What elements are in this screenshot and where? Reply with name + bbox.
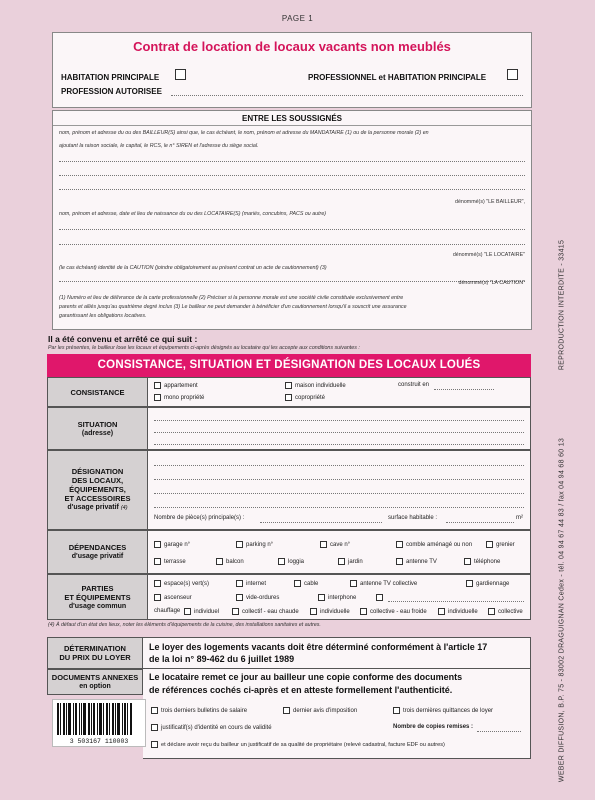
loggia-checkbox[interactable] [278, 558, 285, 565]
bulletins-option[interactable] [151, 707, 247, 714]
designation-label-3: ÉQUIPEMENTS, [69, 485, 126, 494]
quittances-option[interactable] [393, 707, 493, 714]
internet-text: internet [246, 581, 267, 588]
appartement-checkbox[interactable] [154, 382, 161, 389]
parties-section [52, 110, 532, 330]
justificatif-text: justificatif(s) d'identité en cours de validité [161, 725, 272, 732]
designation-cell [148, 450, 531, 530]
antenne-collective-text: antenne TV collective [360, 581, 418, 588]
barcode [52, 699, 146, 747]
annexes-text-2: de références cochés ci-après et en atteste formellement l'authenticité. [149, 685, 453, 695]
determination-text-1: Le loyer des logements vacants doit être déterminé conformément à l'article 17 [149, 642, 488, 652]
jardin-text: jardin [348, 559, 363, 566]
chauffage-individuel-option[interactable] [184, 608, 219, 615]
ascenseur-checkbox[interactable] [154, 594, 161, 601]
interphone-option[interactable] [318, 594, 356, 601]
copro-text: copropriété [295, 395, 326, 402]
other-checkbox[interactable] [376, 594, 383, 601]
bailleur-instructions: nom, prénom et adresse du ou des BAILLEUR(S) ainsi que, le cas échéant, le nom, prénom et adresse du MANDATAIRE (1) ou de la personne morale (2) en [59, 130, 429, 136]
interphone-checkbox[interactable] [318, 594, 325, 601]
maison-option[interactable] [285, 382, 346, 389]
comble-checkbox[interactable] [396, 541, 403, 548]
mono-text: mono propriété [164, 395, 205, 402]
interphone-text: interphone [328, 595, 357, 602]
proprietaire-checkbox[interactable] [151, 741, 158, 748]
determination-text-2: de la loi n° 89-462 du 6 juillet 1989 [149, 654, 295, 664]
situation-label-cell [47, 407, 148, 450]
balcon-text: balcon [226, 559, 244, 566]
communes-label-1: PARTIES [81, 583, 114, 593]
caution-designation: dénommé(s) "LA CAUTION" [458, 280, 525, 286]
situation-cell [148, 407, 531, 450]
ascenseur-text: ascenseur [164, 595, 192, 602]
bailleur-line-3[interactable] [59, 189, 525, 190]
annexes-label-2: en option [79, 683, 111, 690]
locataire-line-2[interactable] [59, 244, 525, 245]
justificatif-checkbox[interactable] [151, 724, 158, 731]
eau-froide-indiv-checkbox[interactable] [438, 608, 445, 615]
espaces-option[interactable] [154, 580, 209, 587]
internet-option[interactable] [236, 580, 266, 587]
gardiennage-option[interactable] [466, 580, 509, 587]
caution-instructions: (le cas échéant) identité de la CAUTION (joindre obligatoirement au présent contrat un acte de cautionnement) (3) [59, 265, 327, 271]
dependances-label: DÉPENDANCES [68, 543, 127, 552]
communes-label-2: ET ÉQUIPEMENTS [64, 592, 131, 602]
profession-label: PROFESSION AUTORISEE [61, 87, 162, 96]
maison-text: maison individuelle [295, 383, 346, 390]
locataire-line-1[interactable] [59, 229, 525, 230]
bulletins-checkbox[interactable] [151, 707, 158, 714]
vide-option[interactable] [236, 594, 279, 601]
avis-text: dernier avis d'imposition [293, 708, 358, 715]
footnote-2: parents et alliés jusqu'au quatrième degré inclus (3) Le bailleur ne peut demander à bénéficier d'un cautionnement lorsqu'il a souscrit une assurance [59, 304, 407, 310]
construit-label: construit en [398, 382, 430, 388]
chauffage-individuel-checkbox[interactable] [184, 608, 191, 615]
garage-checkbox[interactable] [154, 541, 161, 548]
dependances-label-cell [47, 530, 148, 574]
situation-line-1[interactable] [154, 420, 524, 421]
bailleur-line-1[interactable] [59, 161, 525, 162]
construit-field[interactable] [434, 389, 494, 390]
bailleur-instructions-2: ajoutant la raison sociale, le capital, le RCS, le n° SIREN et l'adresse du siège social. [59, 143, 259, 149]
cable-text: cable [304, 581, 319, 588]
antenne-text: antenne TV [406, 559, 437, 566]
locataire-designation: dénommé(s) "LE LOCATAIRE" [452, 252, 525, 258]
ascenseur-option[interactable] [154, 594, 192, 601]
annexes-label-1: DOCUMENTS ANNEXES [51, 673, 139, 682]
contract-header [52, 32, 532, 108]
bailleur-designation: dénommé(s) "LE BAILLEUR", [455, 199, 525, 205]
internet-checkbox[interactable] [236, 580, 243, 587]
eau-froide-text: collective - eau froide [370, 609, 427, 616]
communes-label-cell [47, 574, 148, 620]
publisher-info: WEBER DIFFUSION, B.P. 75 - 83002 DRAGUIGNAN Cedex - tél. 04 94 67 44 83 / fax 04 94 68 60 13 [558, 437, 566, 783]
equipment-footnote: (4) À défaut d'un état des lieux, noter les éléments d'équipements de la cuisine, des installations sanitaires et autres. [48, 622, 321, 628]
copies-label: Nombre de copies remises : [393, 724, 474, 730]
chauffage-individuel-text: individuel [194, 609, 220, 616]
situation-line-2[interactable] [154, 432, 524, 433]
cable-checkbox[interactable] [294, 580, 301, 587]
quittances-checkbox[interactable] [393, 707, 400, 714]
balcon-option[interactable] [216, 558, 244, 565]
terrasse-checkbox[interactable] [154, 558, 161, 565]
situation-sublabel: (adresse) [81, 429, 114, 437]
loggia-text: loggia [288, 559, 305, 566]
surface-label: surface habitable : [388, 515, 438, 521]
designation-line-2[interactable] [154, 479, 524, 480]
proprietaire-option[interactable] [151, 741, 445, 748]
bailleur-line-2[interactable] [59, 175, 525, 176]
designation-label-5 [67, 503, 127, 513]
professionnel-label: PROFESSIONNEL et HABITATION PRINCIPALE [308, 73, 487, 82]
situation-label: SITUATION [77, 419, 118, 429]
quittances-text: trois dernières quittances de loyer [403, 708, 494, 715]
habitation-label: HABITATION PRINCIPALE [61, 73, 160, 82]
comble-option[interactable] [396, 541, 472, 548]
agreement-subtext: Par les présentes, le bailleur loue les locaux et équipements ci-après désignés au locataire qui les accepte aux conditions suivantes : [48, 345, 360, 351]
communes-label-3: d'usage commun [68, 602, 127, 610]
dependances-cell [148, 530, 531, 574]
section-title-bar: CONSISTANCE, SITUATION ET DÉSIGNATION DES LOCAUX LOUÉS [47, 354, 531, 377]
collective-option[interactable] [488, 608, 523, 615]
maison-checkbox[interactable] [285, 382, 292, 389]
designation-usage: d'usage privatif [67, 504, 119, 511]
terrasse-text: terrasse [164, 559, 186, 566]
espaces-checkbox[interactable] [154, 580, 161, 587]
antenne-checkbox[interactable] [396, 558, 403, 565]
eau-chaude-indiv-text: individuelle [320, 609, 350, 616]
parking-text: parking n° [246, 542, 274, 549]
jardin-option[interactable] [338, 558, 363, 565]
appartement-option[interactable] [154, 382, 198, 389]
mono-option[interactable] [154, 394, 204, 401]
gardiennage-checkbox[interactable] [466, 580, 473, 587]
espaces-text: espace(s) vert(s) [164, 581, 210, 588]
grenier-text: grenier [496, 542, 515, 549]
designation-label-4: ET ACCESSOIRES [64, 494, 131, 503]
annexes-text-1: Le locataire remet ce jour au bailleur une copie conforme des documents [149, 672, 463, 682]
avis-option[interactable] [283, 707, 357, 714]
surface-field[interactable] [446, 522, 514, 523]
collective-checkbox[interactable] [488, 608, 495, 615]
gardiennage-text: gardiennage [476, 581, 510, 588]
antenne-option[interactable] [396, 558, 437, 565]
parking-option[interactable] [236, 541, 273, 548]
antenne-collective-checkbox[interactable] [350, 580, 357, 587]
designation-note-ref: (4) [120, 505, 128, 511]
pieces-label: Nombre de pièce(s) principale(s) : [154, 515, 245, 521]
grenier-checkbox[interactable] [486, 541, 493, 548]
designation-line-3[interactable] [154, 493, 524, 494]
footnote-3: garantissant les obligations locatives. [59, 313, 147, 319]
vide-checkbox[interactable] [236, 594, 243, 601]
eau-froide-indiv-text: individuelle [448, 609, 478, 616]
other-option[interactable] [376, 594, 386, 601]
situation-line-3[interactable] [154, 444, 524, 445]
reproduction-notice: REPRODUCTION INTERDITE - 33415 [558, 239, 566, 371]
barcode-bars [57, 703, 141, 735]
eau-froide-indiv-option[interactable] [438, 608, 478, 615]
designation-label-1: DÉSIGNATION [71, 467, 124, 476]
consistance-cell [148, 377, 531, 407]
bulletins-text: trois derniers bulletins de salaire [161, 708, 248, 715]
garage-option[interactable] [154, 541, 190, 548]
cave-option[interactable] [320, 541, 350, 548]
copro-option[interactable] [285, 394, 325, 401]
justificatif-option[interactable] [151, 724, 272, 731]
annexes-label-cell [47, 669, 143, 695]
designation-line-1[interactable] [154, 465, 524, 466]
divider [53, 125, 531, 126]
vide-text: vide-ordures [246, 595, 280, 602]
agreement-heading: Il a été convenu et arrêté ce qui suit : [48, 334, 198, 344]
eau-froide-option[interactable] [360, 608, 427, 615]
eau-froide-checkbox[interactable] [360, 608, 367, 615]
mono-checkbox[interactable] [154, 394, 161, 401]
cave-text: cave n° [330, 542, 351, 549]
telephone-option[interactable] [464, 558, 500, 565]
terrasse-option[interactable] [154, 558, 186, 565]
locataire-instructions: nom, prénom et adresse, date et lieu de naissance du ou des LOCATAIRE(S) (mariés, concubins, PACS ou autre) [59, 211, 327, 217]
other-field[interactable] [388, 601, 524, 602]
contract-title: Contrat de location de locaux vacants non meublés [133, 39, 451, 54]
jardin-checkbox[interactable] [338, 558, 345, 565]
telephone-checkbox[interactable] [464, 558, 471, 565]
footnote-1: (1) Numéro et lieu de délivrance de la carte professionnelle (2) Préciser si la personne morale est une société civile constituée exclusivement entre [59, 295, 404, 301]
consistance-label: CONSISTANCE [70, 387, 125, 397]
caution-line[interactable] [59, 281, 525, 282]
designation-label-cell [47, 450, 148, 530]
determination-cell [143, 637, 531, 669]
designation-label-2: DES LOCAUX, [71, 476, 124, 485]
eau-chaude-text: collectif - eau chaude [242, 609, 299, 616]
profession-field[interactable] [171, 95, 523, 96]
habitation-checkbox[interactable] [175, 69, 186, 80]
comble-text: comble aménagé ou non [406, 542, 473, 549]
cave-checkbox[interactable] [320, 541, 327, 548]
eau-chaude-indiv-checkbox[interactable] [310, 608, 317, 615]
copies-field[interactable] [477, 731, 521, 732]
balcon-checkbox[interactable] [216, 558, 223, 565]
grenier-option[interactable] [486, 541, 515, 548]
eau-chaude-checkbox[interactable] [232, 608, 239, 615]
page-number: PAGE 1 [281, 14, 314, 23]
reproduction-side-text [552, 205, 572, 405]
annexes-cell [143, 669, 531, 759]
eau-chaude-option[interactable] [232, 608, 299, 615]
parking-checkbox[interactable] [236, 541, 243, 548]
garage-text: garage n° [164, 542, 191, 549]
appartement-text: appartement [164, 383, 198, 390]
dependances-sublabel: d'usage privatif [71, 553, 124, 560]
chauffage-label: chauffage [154, 608, 181, 614]
determination-label-cell [47, 637, 143, 669]
antenne-collective-option[interactable] [350, 580, 417, 587]
loggia-option[interactable] [278, 558, 304, 565]
proprietaire-text: et déclare avoir reçu du bailleur un justificatif de sa qualité de propriétaire (relevé cadastral, facture EDF ou autres) [161, 741, 445, 748]
telephone-text: téléphone [474, 559, 501, 566]
determination-label-2: DU PRIX DU LOYER [59, 653, 131, 662]
pieces-field[interactable] [260, 522, 382, 523]
cable-option[interactable] [294, 580, 318, 587]
surface-unit: m² [516, 515, 523, 521]
professionnel-checkbox[interactable] [507, 69, 518, 80]
designation-line-4[interactable] [154, 507, 524, 508]
avis-checkbox[interactable] [283, 707, 290, 714]
barcode-number: 3 503167 110003 [69, 738, 129, 745]
communes-cell [148, 574, 531, 620]
consistance-label-cell [47, 377, 148, 407]
collective-text: collective [498, 609, 523, 616]
determination-label-1: DÉTERMINATION [64, 644, 126, 653]
parties-title: ENTRE LES SOUSSIGNÉS [241, 114, 343, 123]
publisher-side-text [552, 420, 572, 800]
eau-chaude-indiv-option[interactable] [310, 608, 350, 615]
copro-checkbox[interactable] [285, 394, 292, 401]
